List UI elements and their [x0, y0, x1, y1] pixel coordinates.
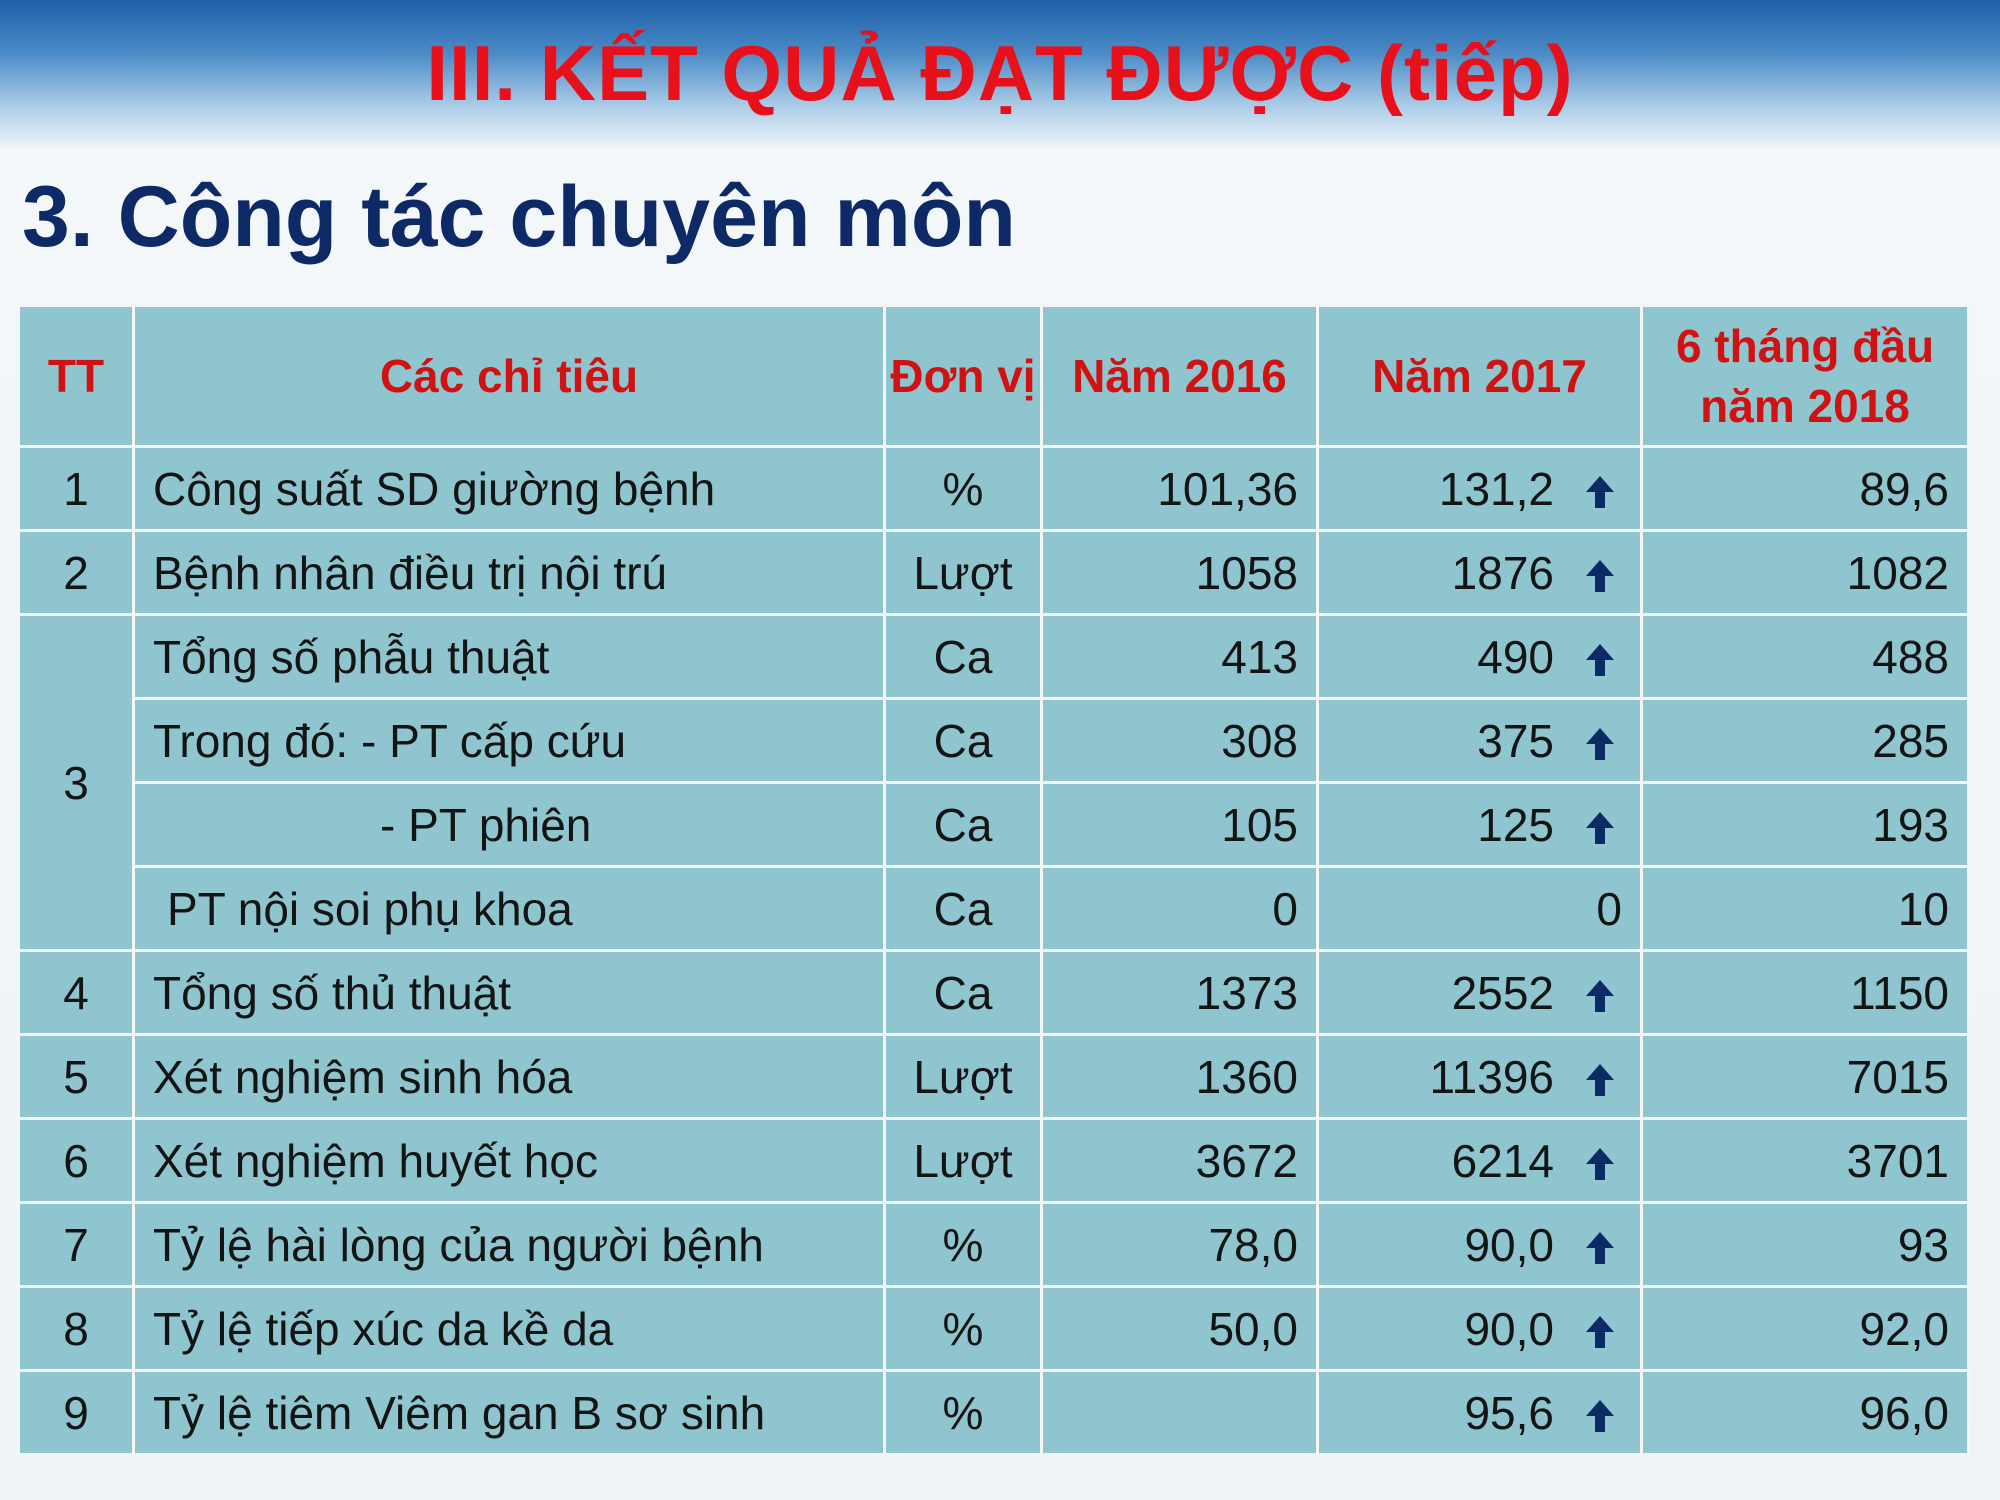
cell-unit: Lượt [885, 1119, 1042, 1203]
cell-2018-h1: 3701 [1642, 1119, 1969, 1203]
cell-2017 [1318, 699, 1642, 783]
cell-indicator: - PT phiên [134, 783, 885, 867]
cell-tt: 7 [19, 1203, 134, 1287]
cell-tt: 4 [19, 951, 134, 1035]
header-indicator: Các chỉ tiêu [134, 306, 885, 447]
cell-indicator: PT nội soi phụ khoa [134, 867, 885, 951]
cell-2016: 413 [1042, 615, 1318, 699]
cell-2016: 50,0 [1042, 1287, 1318, 1371]
cell-unit: % [885, 1371, 1042, 1455]
cell-2018-h1: 92,0 [1642, 1287, 1969, 1371]
cell-tt: 9 [19, 1371, 134, 1455]
cell-2017 [1318, 1119, 1642, 1203]
value-2017: 375 [1477, 714, 1554, 767]
value-2017: 11396 [1429, 1050, 1554, 1103]
cell-2017 [1318, 1203, 1642, 1287]
cell-2016: 1360 [1042, 1035, 1318, 1119]
value-2017: 95,6 [1464, 1386, 1554, 1439]
arrow-up-icon [1584, 978, 1616, 1014]
cell-indicator: Tổng số phẫu thuật [134, 615, 885, 699]
cell-2016: 78,0 [1042, 1203, 1318, 1287]
cell-2018-h1: 488 [1642, 615, 1969, 699]
cell-tt: 8 [19, 1287, 134, 1371]
cell-2018-h1: 285 [1642, 699, 1969, 783]
cell-2017 [1318, 783, 1642, 867]
cell-2018-h1: 1150 [1642, 951, 1969, 1035]
value-2017: 90,0 [1464, 1218, 1554, 1271]
cell-unit: Lượt [885, 531, 1042, 615]
cell-2016: 1058 [1042, 531, 1318, 615]
table-row [19, 1119, 1969, 1203]
slide-title: III. KẾT QUẢ ĐẠT ĐƯỢC (tiếp) [426, 29, 1574, 117]
arrow-up-icon [1584, 1062, 1616, 1098]
cell-unit: % [885, 1203, 1042, 1287]
cell-tt: 2 [19, 531, 134, 615]
cell-2018-h1: 10 [1642, 867, 1969, 951]
section-title: 3. Công tác chuyên môn [22, 169, 1016, 265]
cell-2017 [1318, 615, 1642, 699]
cell-2018-h1: 1082 [1642, 531, 1969, 615]
table-row [19, 1203, 1969, 1287]
cell-indicator: Công suất SD giường bệnh [134, 447, 885, 531]
cell-2017 [1318, 1035, 1642, 1119]
cell-unit: Ca [885, 951, 1042, 1035]
cell-indicator: Xét nghiệm huyết học [134, 1119, 885, 1203]
table-row [19, 1371, 1969, 1455]
cell-2016: 308 [1042, 699, 1318, 783]
arrow-up-icon [1584, 1314, 1616, 1350]
table-row [19, 867, 1969, 951]
cell-2016: 1373 [1042, 951, 1318, 1035]
header-unit: Đơn vị [885, 306, 1042, 447]
cell-indicator: Tổng số thủ thuật [134, 951, 885, 1035]
cell-2016: 105 [1042, 783, 1318, 867]
cell-tt: 3 [19, 615, 134, 951]
cell-2016 [1042, 1371, 1318, 1455]
table-row [19, 615, 1969, 699]
value-2017: 1876 [1451, 546, 1554, 599]
table-row [19, 783, 1969, 867]
table-row [19, 951, 1969, 1035]
cell-indicator: Tỷ lệ hài lòng của người bệnh [134, 1203, 885, 1287]
results-table [17, 304, 1970, 1456]
arrow-up-icon [1584, 1146, 1616, 1182]
value-2017: 90,0 [1464, 1302, 1554, 1355]
value-2017: 6214 [1451, 1134, 1554, 1187]
arrow-up-icon [1584, 558, 1616, 594]
cell-unit: Ca [885, 615, 1042, 699]
value-2017: 2552 [1451, 966, 1554, 1019]
cell-indicator: Tỷ lệ tiêm Viêm gan B sơ sinh [134, 1371, 885, 1455]
arrow-up-icon [1584, 474, 1616, 510]
table-row [19, 447, 1969, 531]
cell-2018-h1: 96,0 [1642, 1371, 1969, 1455]
cell-indicator: Tỷ lệ tiếp xúc da kề da [134, 1287, 885, 1371]
table-header-row [19, 306, 1969, 447]
cell-2018-h1: 7015 [1642, 1035, 1969, 1119]
cell-unit: Ca [885, 867, 1042, 951]
cell-2017 [1318, 447, 1642, 531]
cell-2017 [1318, 1371, 1642, 1455]
arrow-up-icon [1584, 642, 1616, 678]
header-year-2017: Năm 2017 [1318, 306, 1642, 447]
cell-2016: 101,36 [1042, 447, 1318, 531]
table-row [19, 1287, 1969, 1371]
header-year-2016: Năm 2016 [1042, 306, 1318, 447]
value-2017: 490 [1477, 630, 1554, 683]
cell-2016: 0 [1042, 867, 1318, 951]
cell-2017: 0 [1318, 867, 1642, 951]
cell-2018-h1: 89,6 [1642, 447, 1969, 531]
cell-unit: Ca [885, 699, 1042, 783]
cell-tt: 5 [19, 1035, 134, 1119]
cell-2017 [1318, 1287, 1642, 1371]
cell-tt: 6 [19, 1119, 134, 1203]
cell-2017 [1318, 531, 1642, 615]
cell-2017 [1318, 951, 1642, 1035]
cell-unit: Lượt [885, 1035, 1042, 1119]
cell-unit: % [885, 1287, 1042, 1371]
value-2017: 131,2 [1438, 462, 1554, 515]
cell-indicator: Xét nghiệm sinh hóa [134, 1035, 885, 1119]
arrow-up-icon [1584, 1230, 1616, 1266]
arrow-up-icon [1584, 810, 1616, 846]
cell-unit: % [885, 447, 1042, 531]
cell-unit: Ca [885, 783, 1042, 867]
cell-tt: 1 [19, 447, 134, 531]
table-row [19, 531, 1969, 615]
cell-indicator: Bệnh nhân điều trị nội trú [134, 531, 885, 615]
cell-2018-h1: 193 [1642, 783, 1969, 867]
header-first-half-2018: 6 tháng đầu năm 2018 [1642, 306, 1969, 447]
cell-indicator: Trong đó: - PT cấp cứu [134, 699, 885, 783]
cell-2018-h1: 93 [1642, 1203, 1969, 1287]
arrow-up-icon [1584, 1398, 1616, 1434]
header-tt: TT [19, 306, 134, 447]
table-row [19, 699, 1969, 783]
arrow-up-icon [1584, 726, 1616, 762]
value-2017: 125 [1477, 798, 1554, 851]
table-row [19, 1035, 1969, 1119]
cell-2016: 3672 [1042, 1119, 1318, 1203]
